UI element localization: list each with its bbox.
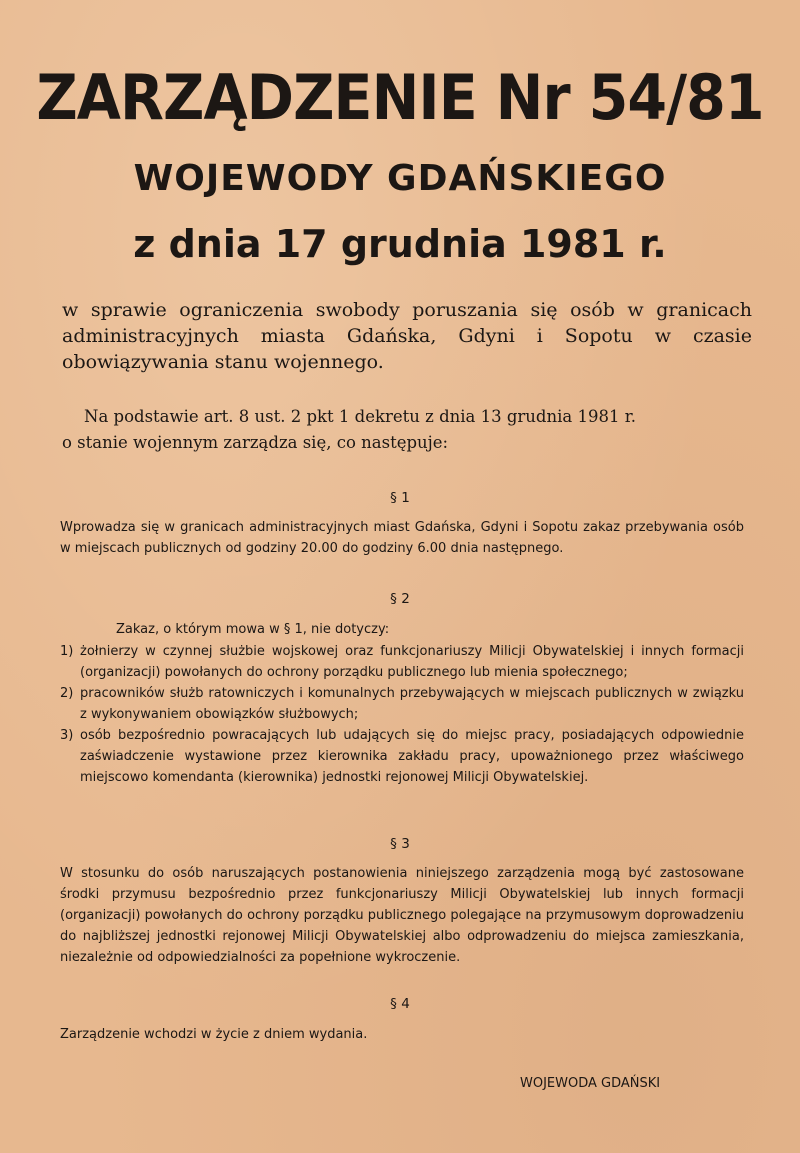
legal-basis-line-1: Na podstawie art. 8 ust. 2 pkt 1 dekretu z dnia 13 grudnia 1981 r.: [84, 407, 637, 426]
list-item: [60, 725, 744, 788]
list-item-number: 1): [60, 644, 74, 659]
list-item-text: osób bezpośrednio powracających lub udających się do miejsc pracy, posiadających odpowiednie zaświadczenie wystawione przez kierownika zakładu pracy, upoważnionego przez właściwego miejscowo komendanta (kierownika) jednostki rejonowej Milicji Obywatelskiej.: [80, 728, 744, 785]
section-4-text: Zarządzenie wchodzi w życie z dniem wydania.: [60, 1027, 368, 1042]
document-date: z dnia 17 grudnia 1981 r.: [133, 222, 667, 266]
legal-basis: [62, 404, 752, 456]
section-1-text: Wprowadza się w granicach administracyjnych miast Gdańska, Gdyni i Sopotu zakaz przebywania osób w miejscach publicznych od godziny 20.00 do godziny 6.00 dnia następnego.: [60, 520, 744, 556]
document-title: ZARZĄDZENIE Nr 54/81: [36, 61, 764, 134]
signature: WOJEWODA GDAŃSKI: [520, 1076, 661, 1091]
section-4-heading: § 4: [390, 996, 410, 1012]
list-item-text: żołnierzy w czynnej służbie wojskowej oraz funkcjonariuszy Milicji Obywatelskiej i innych formacji (organizacji) powołanych do ochrony porządku publicznego lub mienia społecznego;: [80, 644, 744, 680]
section-2-heading: § 2: [390, 591, 410, 607]
list-item-number: 2): [60, 686, 74, 701]
section-2-intro: Zakaz, o którym mowa w § 1, nie dotyczy:: [116, 622, 390, 637]
section-1-heading: § 1: [390, 490, 410, 506]
list-item: [60, 683, 744, 725]
document-subject: w sprawie ograniczenia swobody poruszania się osób w granicach administracyjnych miasta Gdańska, Gdyni i Sopotu w czasie obowiązywania stanu wojennego.: [62, 299, 752, 373]
list-item-text: pracowników służb ratowniczych i komunalnych przebywających w miejscach publicznych w związku z wykonywaniem obowiązków służbowych;: [80, 686, 744, 722]
section-3-heading: § 3: [390, 836, 410, 852]
list-item-number: 3): [60, 728, 74, 743]
list-item: [60, 641, 744, 683]
document-subtitle: WOJEWODY GDAŃSKIEGO: [133, 158, 667, 199]
section-3-text: W stosunku do osób naruszających postanowienia niniejszego zarządzenia mogą być zastosowane środki przymusu bezpośrednio przez funkcjonariuszy Milicji Obywatelskiej lub innych formacji (organizacji) powołanych do ochrony porządku publicznego polegające na przymusowym doprowadzeniu do najbliższej jednostki rejonowej Milicji Obywatelskiej albo odprowadzeniu do miejsca zamieszkania, niezależnie od odpowiedzialności za popełnione wykroczenie.: [60, 866, 744, 965]
section-2-list: [60, 641, 744, 788]
legal-basis-line-2: o stanie wojennym zarządza się, co następuje:: [62, 433, 449, 452]
